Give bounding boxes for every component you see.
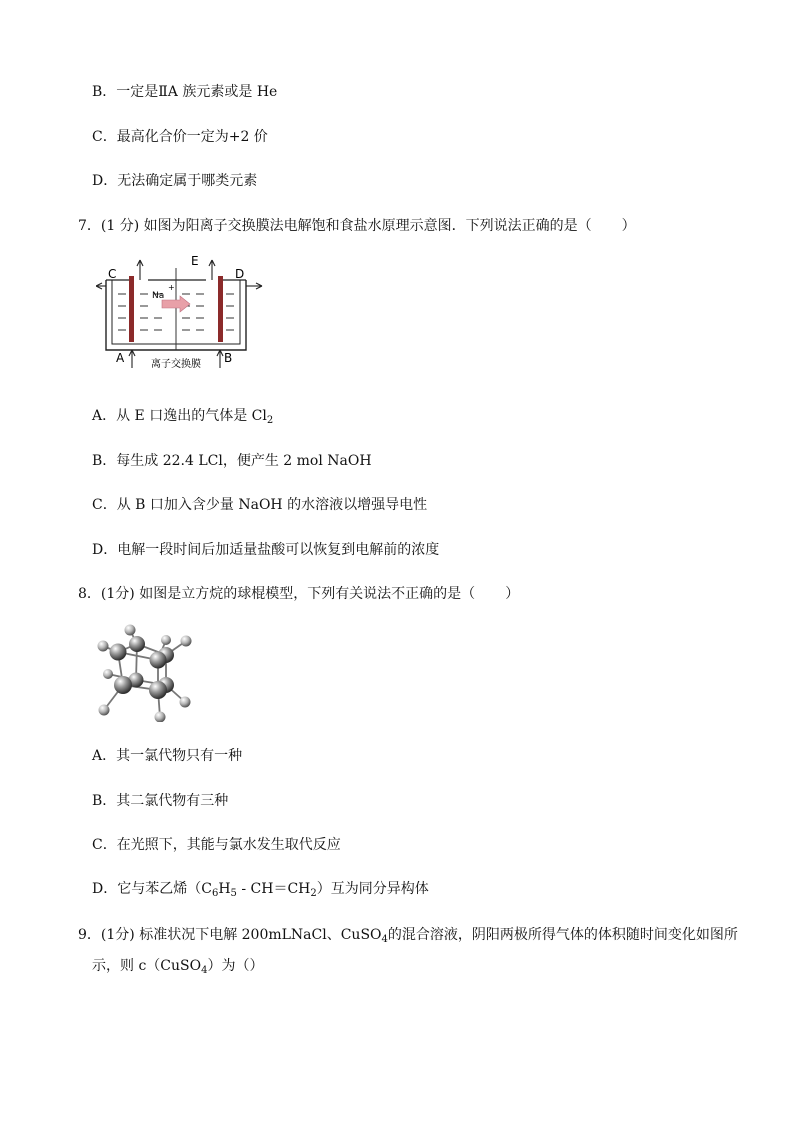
q8-stem-close: ）	[505, 586, 520, 602]
q8-option-d-part1: D．它与苯乙烯（C	[92, 881, 212, 897]
q8-option-d-part2: H	[218, 881, 231, 897]
cubane-ball-stick-model	[92, 622, 202, 722]
inlet-a-label: A	[116, 351, 125, 365]
q7-stem-close: ）	[621, 218, 636, 234]
q9-stem2-close: ）	[249, 958, 264, 974]
q9-stem1-b: 的混合溶液，阴阳两极所得气体的体积随时间变化如图所	[387, 927, 738, 943]
q9-stem-line1	[78, 926, 738, 944]
q8-option-d-part3: - CH＝CH	[236, 881, 311, 897]
q7-option-a-text: A．从 E 口逸出的气体是 Cl	[92, 408, 267, 424]
q8-option-d-sub3: 2	[310, 888, 317, 899]
q8-option-d-sub2: 5	[230, 888, 237, 899]
q9-stem2-a: 示，则 c（CuSO	[92, 958, 202, 974]
anode-electrode	[129, 276, 134, 342]
q7-option-a	[92, 407, 273, 425]
q9-stem1-sub: 4	[381, 934, 388, 945]
sodium-label: Na	[152, 291, 165, 301]
q8-option-d-sub1: 6	[211, 888, 219, 899]
membrane-caption: 离子交换膜	[151, 359, 201, 370]
q7-stem	[78, 217, 636, 235]
q8-option-c: C．在光照下，其能与氯水发生取代反应	[92, 837, 341, 853]
q7-option-b: B．每生成 22.4 LCl，便产生 2 mol NaOH	[92, 453, 372, 469]
q9-stem1-a: 9．(1分) 标准状况下电解 200mLNaCl、CuSO	[78, 927, 382, 943]
q7-option-d: D．电解一段时间后加适量盐酸可以恢复到电解前的浓度	[92, 542, 440, 558]
q8-option-a: A．其一氯代物只有一种	[92, 748, 243, 764]
q6-option-d: D．无法确定属于哪类元素	[92, 173, 258, 189]
q8-option-b: B．其二氯代物有三种	[92, 793, 229, 809]
q8-option-d-part4: ）互为同分异构体	[316, 881, 429, 897]
q9-stem2-sub: 4	[201, 965, 208, 976]
outlet-e-label: E	[191, 254, 199, 268]
q8-stem	[78, 585, 519, 603]
q8-option-d	[92, 880, 429, 898]
outlet-d-label: D	[235, 267, 245, 281]
electrolysis-cell-diagram	[96, 250, 266, 370]
q9-stem-line2	[92, 957, 263, 975]
q7-stem-text: 7．(1 分) 如图为阳离子交换膜法电解饱和食盐水原理示意图．下列说法正确的是（	[78, 218, 592, 234]
sodium-charge-label: +	[168, 283, 175, 292]
q7-option-a-sub: 2	[266, 415, 274, 426]
q7-option-c: C．从 B 口加入含少量 NaOH 的水溶液以增强导电性	[92, 497, 428, 513]
inlet-b-label: B	[224, 351, 233, 365]
q6-option-c: C．最高化合价一定为+2 价	[92, 129, 268, 145]
cathode-electrode	[218, 276, 223, 342]
q9-stem2-b: ）为（	[207, 958, 250, 974]
q6-option-b: B．一定是ⅡA 族元素或是 He	[92, 84, 278, 100]
outlet-c-label: C	[108, 267, 117, 281]
q8-stem-text: 8．(1分) 如图是立方烷的球棍模型，下列有关说法不正确的是（	[78, 586, 476, 602]
